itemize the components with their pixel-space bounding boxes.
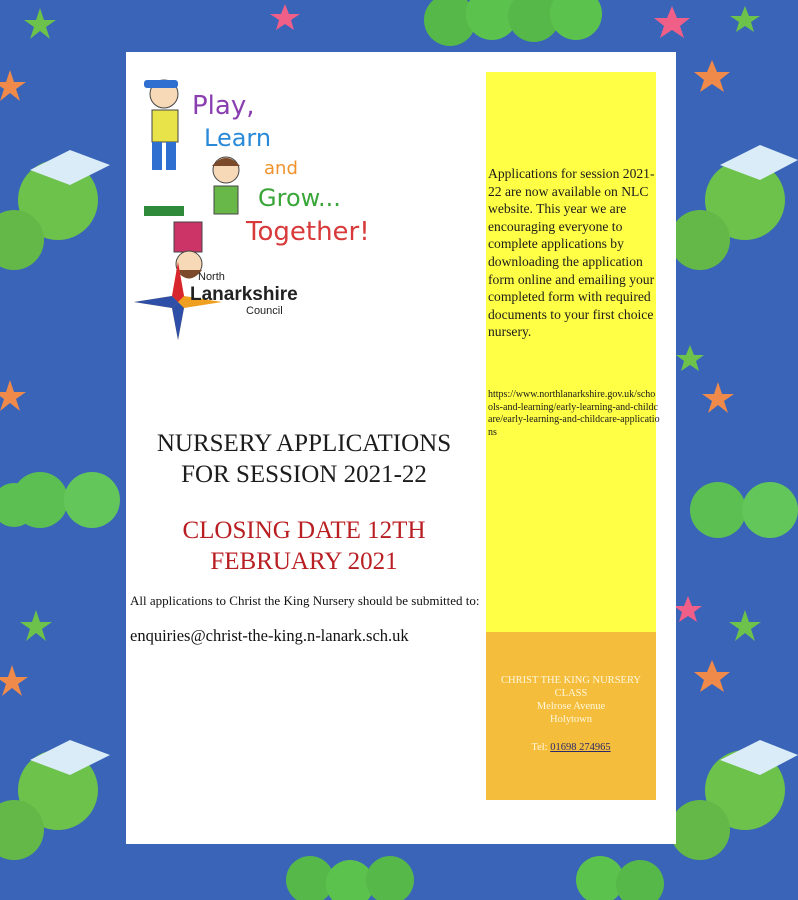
address-line-2: Holytown [550,714,592,725]
north-lanarkshire-council-logo [134,262,304,340]
submission-instructions: All applications to Christ the King Nursery should be submitted to: [130,593,480,608]
telephone [486,741,656,754]
logo-together-word: Together! [246,217,370,247]
info-panel-text: Applications for session 2021-22 are now available on NLC website. This year we are encouraging everyone to complete applications by downloading the application form online and emailing your completed form with required documents to your first choice nursery. [488,166,655,340]
council-lanarkshire-text: Lanarkshire [190,284,298,305]
tel-number-link[interactable]: 01698 274965 [550,742,611,753]
address-line-1: Melrose Avenue [536,701,606,712]
logo-play-word: Play, [192,91,255,121]
play-learn-grow-logo [134,72,394,287]
closing-date-line-2: FEBRUARY 2021 [210,548,398,575]
council-council-text: Council [246,305,283,317]
closing-date-line-1: CLOSING DATE 12TH [182,517,426,544]
logo-learn-word: Learn [204,124,272,152]
logo-grow-word: Grow... [258,184,341,212]
page-title [126,428,482,490]
email-address: enquiries@christ-the-king.n-lanark.sch.uk [130,626,409,645]
logo-and-word: and [264,158,298,179]
school-name: CHRIST THE KING NURSERY CLASS [501,675,641,699]
tel-label: Tel: [531,742,551,753]
title-line-1: NURSERY APPLICATIONS [156,430,452,457]
flyer-page [126,52,676,844]
contact-details [486,674,656,754]
info-panel [486,72,656,632]
application-link[interactable]: https://www.northlanarkshire.gov.uk/schools-and-learning/early-learning-and-childcare/early-learning-and-childcare-applications [488,389,660,438]
council-north-text: North [198,271,225,283]
closing-date [126,515,482,577]
title-line-2: FOR SESSION 2021-22 [181,461,427,488]
